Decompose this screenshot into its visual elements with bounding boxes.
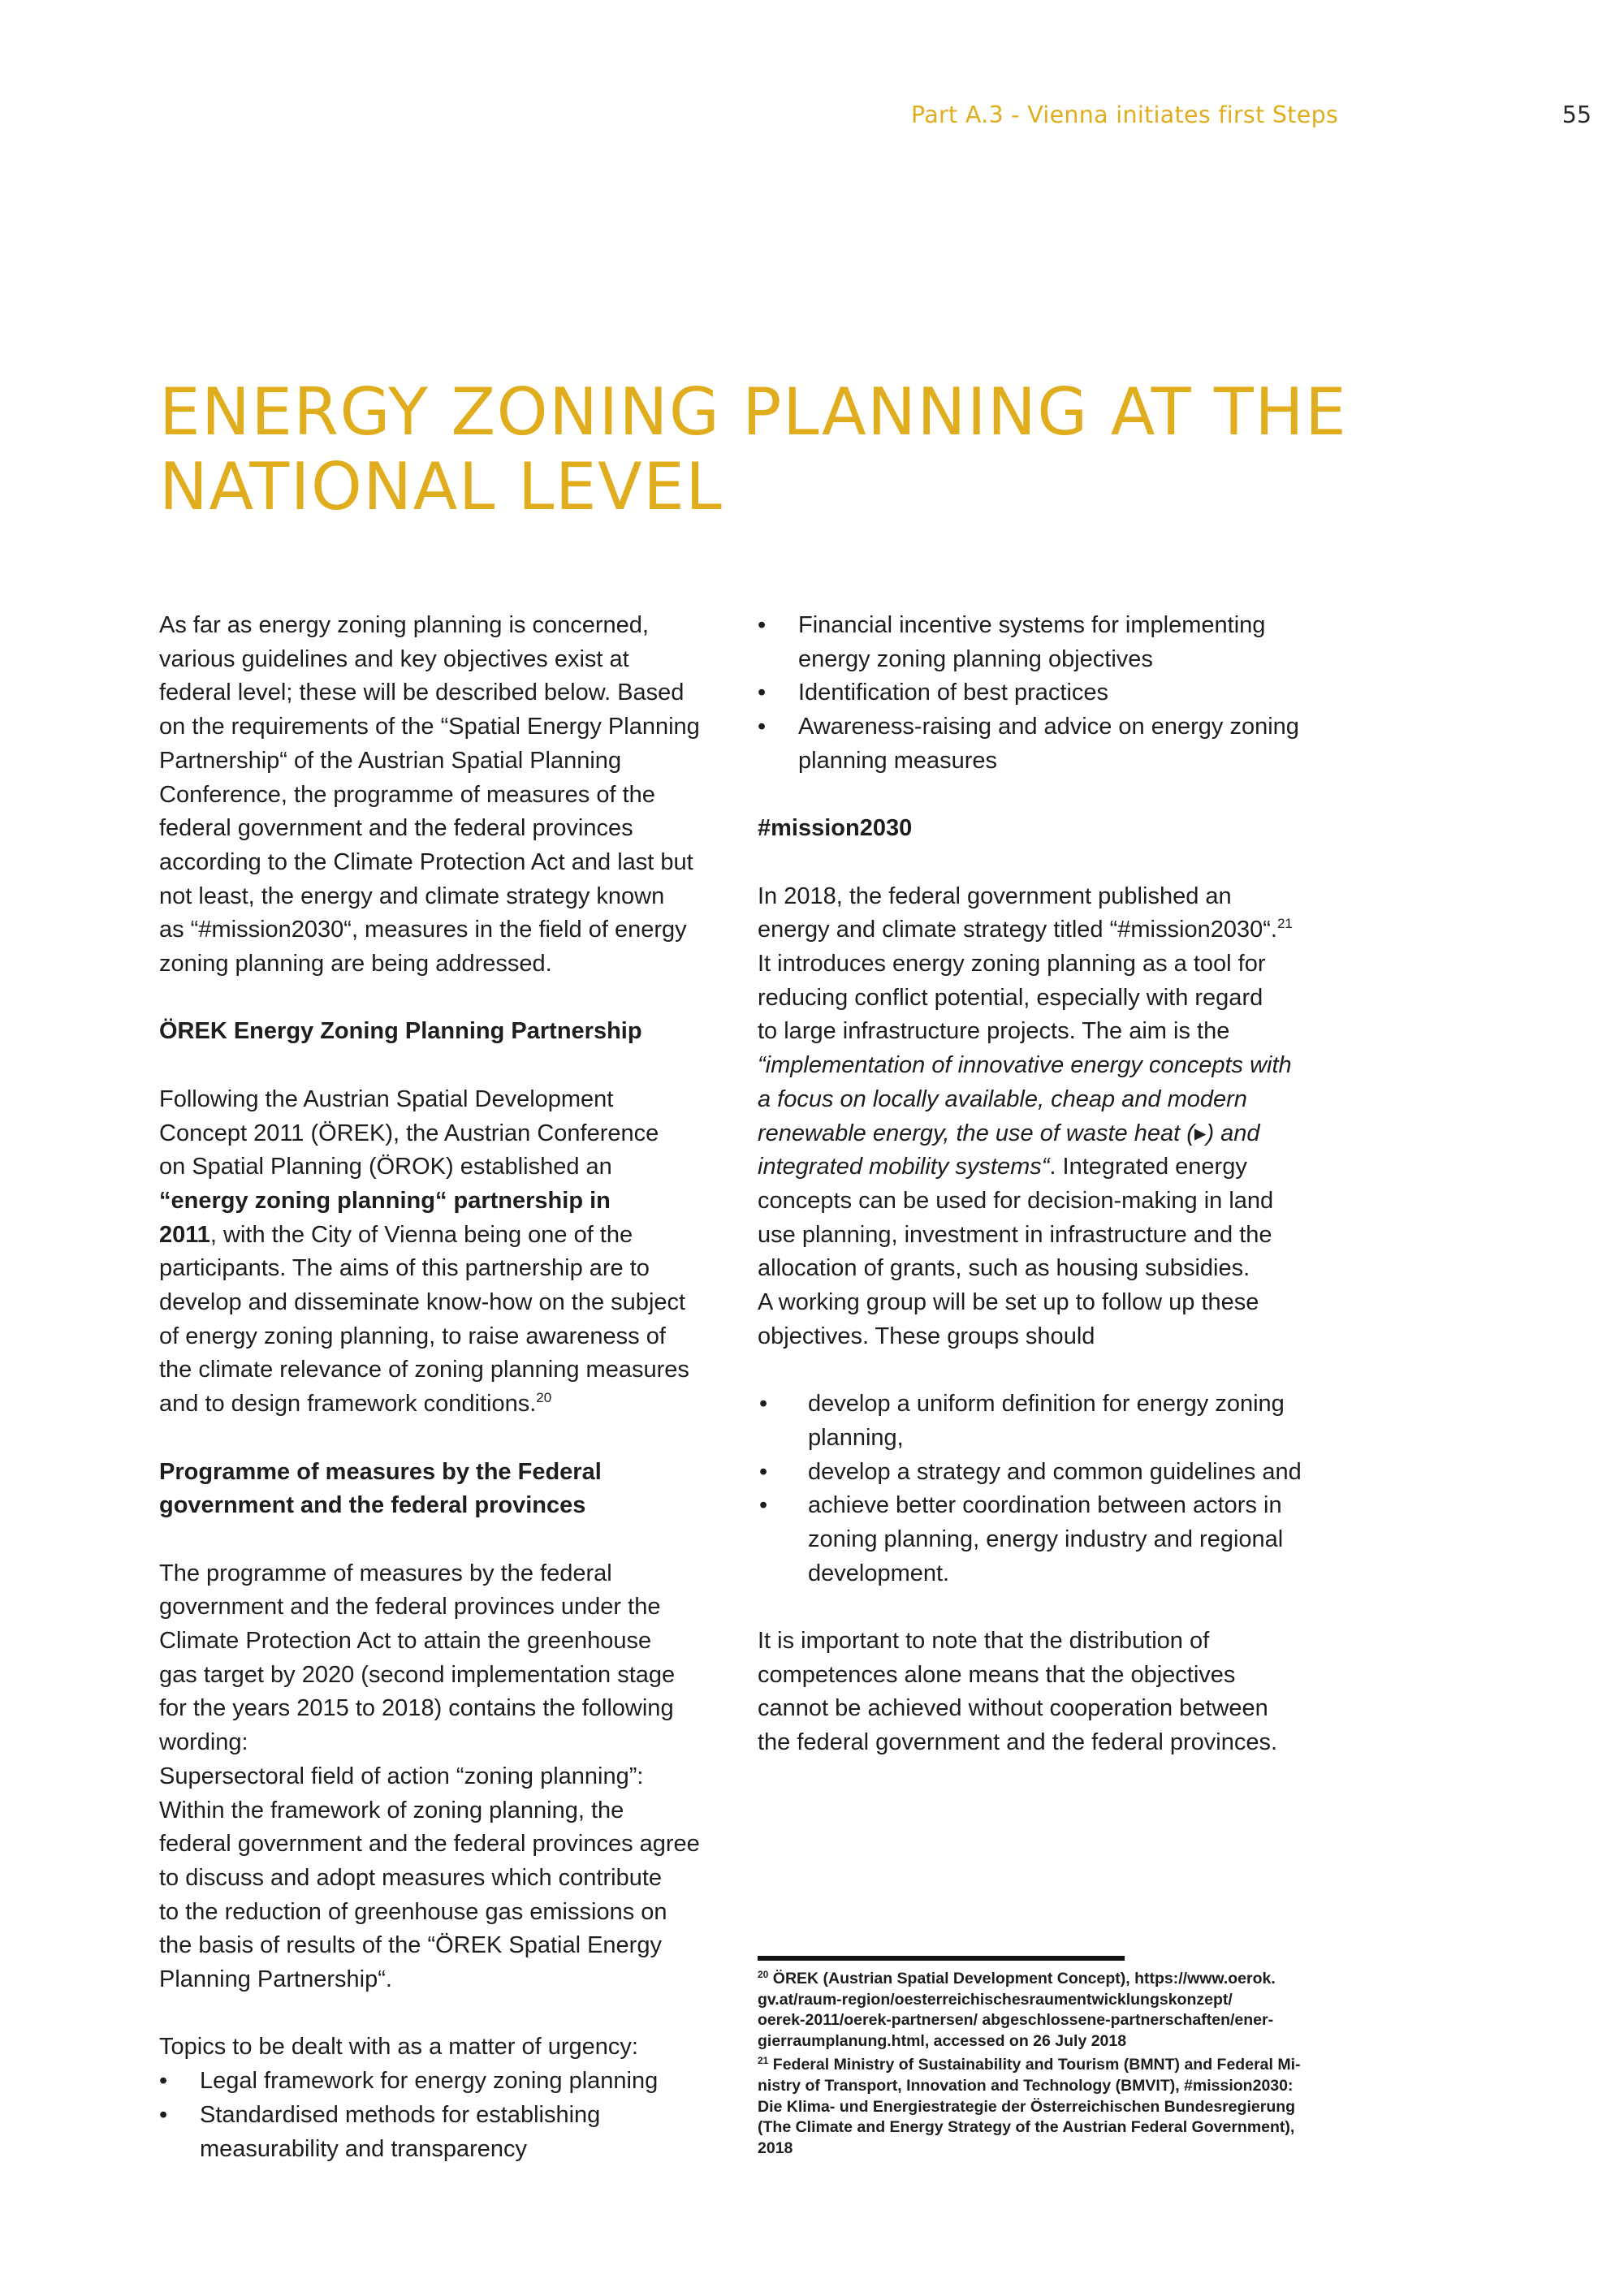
programme-paragraph (159, 1557, 728, 1997)
text-line: reducing conflict potential, especially with regard (758, 984, 1263, 1011)
text-line: to large infrastructure projects. The aim is the (758, 1018, 1230, 1045)
footnote (758, 2055, 1326, 2159)
text-line: It is important to note that the distribution of (758, 1628, 1210, 1655)
footnote-line: 2018 (758, 2138, 793, 2157)
bullet-icon: • (759, 1458, 768, 1485)
text-line: Within the framework of zoning planning, the (159, 1797, 624, 1823)
list-item (159, 2099, 728, 2166)
list-item-text: development. (808, 1560, 950, 1586)
list-item-text: Legal framework for energy zoning planning (200, 2068, 659, 2095)
topics-intro: Topics to be dealt with as a matter of urgency: (159, 2034, 638, 2061)
list-item-text: planning measures (798, 747, 998, 774)
list-item-text: Identification of best practices (798, 680, 1109, 706)
text-line: The programme of measures by the federal (159, 1560, 612, 1586)
footnote-line: Die Klima- und Energiestrategie der Österreichischen Bundesregierung (758, 2097, 1296, 2116)
text-line: to the reduction of greenhouse gas emissions on (159, 1898, 667, 1925)
list-item (758, 609, 1330, 676)
list-item (758, 1489, 1330, 1590)
footnote-line: gierraumplanung.html, accessed on 26 July 2018 (758, 2031, 1127, 2050)
footnote-line: $^{20}$ ÖREK (Austrian Spatial Development Concept), https://www.oerok. (758, 1969, 1276, 1987)
list-item-text: Standardised methods for establishing (200, 2101, 601, 2128)
text-line: as “#mission2030“, measures in the field of energy (159, 917, 687, 943)
text-line: Conference, the programme of measures of the (159, 781, 655, 808)
bullet-icon: • (759, 1492, 768, 1519)
list-item (758, 676, 1330, 710)
bullet-icon: • (758, 612, 767, 638)
list-item-text: Awareness-raising and advice on energy zoning (798, 714, 1299, 740)
text-line: for the years 2015 to 2018) contains the following (159, 1695, 674, 1722)
list-item (758, 1456, 1330, 1490)
list-item (758, 1388, 1330, 1455)
text-line: on the requirements of the “Spatial Energy Planning (159, 714, 700, 740)
orek-bold-text: “energy zoning planning“ partnership in (159, 1187, 611, 1214)
list-item-text: develop a strategy and common guidelines and (808, 1458, 1302, 1485)
text-line: the basis of results of the “ÖREK Spatial Energy (159, 1932, 662, 1959)
text-line: various guidelines and key objectives exist at (159, 645, 629, 672)
text-line: use planning, investment in infrastructure and the (758, 1221, 1272, 1248)
footnote-line: nistry of Transport, Innovation and Technology (BMVIT), #mission2030: (758, 2076, 1294, 2095)
text-line: Partnership“ of the Austrian Spatial Planning (159, 747, 622, 774)
footnote-ref[interactable]: 21 (1276, 916, 1293, 932)
footnotes (758, 1969, 1326, 2159)
text-line: federal level; these will be described below. Based (159, 680, 685, 706)
bullet-icon: • (758, 714, 767, 740)
text-line: according to the Climate Protection Act and last but (159, 848, 693, 875)
bullet-icon: • (159, 2068, 168, 2095)
quote-text: integrated mobility systems“ (758, 1154, 1050, 1180)
right-column (758, 609, 1330, 1760)
left-column (159, 609, 728, 2166)
bullet-icon: • (159, 2101, 168, 2128)
text-line: Planning Partnership“. (159, 1966, 392, 1993)
orek-bold-year: 2011 (159, 1221, 210, 1248)
measures-list (758, 609, 1330, 779)
text-line: to discuss and adopt measures which contribute (159, 1864, 663, 1891)
text-line: federal government and the federal provinces (159, 815, 633, 842)
text-line: concepts can be used for decision-making in land (758, 1187, 1274, 1214)
list-item-text: zoning planning, energy industry and regional (808, 1526, 1284, 1552)
page-title (159, 375, 1458, 524)
footnote-ref[interactable]: 20 (536, 1390, 552, 1406)
footnote-line: $^{21}$ Federal Ministry of Sustainability and Tourism (BMNT) and Federal Mi- (758, 2055, 1301, 2074)
text-line: A working group will be set up to follow up these (758, 1289, 1259, 1316)
page-number: 55 (1561, 101, 1592, 128)
intro-paragraph (159, 609, 728, 982)
text-line: Climate Protection Act to attain the greenhouse (159, 1628, 652, 1655)
text-line: the climate relevance of zoning planning measures (159, 1357, 689, 1383)
title-line: ENERGY ZONING PLANNING AT THE (159, 374, 1348, 450)
mission-paragraph: In 2018, the federal government published an energy and climate strategy titled “#mission2030“.$^{21}$ It introduces energy zoning planning as a tool for reducing conflict potential, especially with regard to large infrastructure projects. The aim is the “implementation of innovative energy concepts with a focus on locally available, cheap and modern renewable energy, the use of waste heat (▸) and integrated mobility systems“. Integrated energy concepts can be used for decision-making in land use planning, investment in infrastructure and the allocation of grants, such as housing subsidies. A working group will be set up to follow up these objectives. These groups should (758, 880, 1330, 1354)
text-line: wording: (159, 1729, 248, 1756)
text-line: government and the federal provinces under the (159, 1594, 661, 1621)
bullet-icon: • (758, 680, 767, 706)
closing-paragraph (758, 1625, 1330, 1760)
quote-text: a focus on locally available, cheap and modern (758, 1085, 1247, 1112)
list-item-text: achieve better coordination between actors in (808, 1492, 1282, 1519)
list-item (758, 710, 1330, 778)
footnote-number: 21 (758, 2055, 769, 2067)
text-line: Supersectoral field of action “zoning planning”: (159, 1763, 644, 1789)
orek-paragraph: Following the Austrian Spatial Development Concept 2011 (ÖREK), the Austrian Conference on Spatial Planning (ÖROK) established an “energy zoning planning“ partnership in 2011, with the City of Vienna being one of the participants. The aims of this partnership are to develop and disseminate know-how on the subject of energy zoning planning, to raise awareness of the climate relevance of zoning planning measures and to design framework conditions.$^{20}$ (159, 1083, 728, 1422)
text-line: gas target by 2020 (second implementation stage (159, 1661, 676, 1688)
footnote-number: 20 (758, 1969, 769, 1980)
programme-heading: Programme of measures by the Federal government and the federal provinces (159, 1458, 602, 1519)
quote-text: renewable energy, the use of waste heat (▸) and (758, 1120, 1260, 1146)
running-head: Part A.3 - Vienna initiates first Steps (911, 101, 1339, 128)
list-item-text: energy zoning planning objectives (798, 645, 1153, 672)
list-item-text: measurability and transparency (200, 2135, 527, 2162)
text-line: the federal government and the federal provinces. (758, 1729, 1278, 1756)
footnote (758, 1969, 1326, 2052)
list-item (159, 2065, 728, 2099)
list-item-text: planning, (808, 1424, 904, 1451)
orek-heading: ÖREK Energy Zoning Planning Partnership (159, 1018, 642, 1045)
text-line: develop and disseminate know-how on the subject (159, 1289, 686, 1316)
groups-list (758, 1388, 1330, 1590)
quote-text: “implementation of innovative energy concepts with (758, 1052, 1292, 1079)
text-line: competences alone means that the objectives (758, 1661, 1236, 1688)
text-line: allocation of grants, such as housing subsidies. (758, 1255, 1250, 1282)
mission-heading: #mission2030 (758, 815, 913, 842)
text-line: participants. The aims of this partnership are to (159, 1255, 650, 1282)
footnote-line: oerek-2011/oerek-partnersen/ abgeschlossene-partnerschaften/ener- (758, 2011, 1274, 2030)
footnote-line: (The Climate and Energy Strategy of the Austrian Federal Government), (758, 2118, 1295, 2137)
text-line: zoning planning are being addressed. (159, 951, 552, 978)
text-line: of energy zoning planning, to raise awareness of (159, 1323, 666, 1349)
text-line: federal government and the federal provinces agree (159, 1831, 700, 1858)
bullet-icon: • (759, 1391, 768, 1418)
title-line: NATIONAL LEVEL (159, 449, 723, 524)
text-line: objectives. These groups should (758, 1323, 1095, 1349)
text-line: cannot be achieved without cooperation between (758, 1695, 1268, 1722)
text-line: As far as energy zoning planning is concerned, (159, 612, 649, 638)
text-line: It introduces energy zoning planning as a tool for (758, 951, 1266, 977)
text-line: not least, the energy and climate strategy known (159, 883, 665, 909)
list-item-text: develop a uniform definition for energy zoning (808, 1391, 1285, 1418)
footnote-line: gv.at/raum-region/oesterreichischesraumentwicklungskonzept/ (758, 1990, 1233, 2009)
footnote-divider (758, 1956, 1125, 1961)
topics-list (159, 2065, 728, 2166)
list-item-text: Financial incentive systems for implementing (798, 612, 1266, 638)
